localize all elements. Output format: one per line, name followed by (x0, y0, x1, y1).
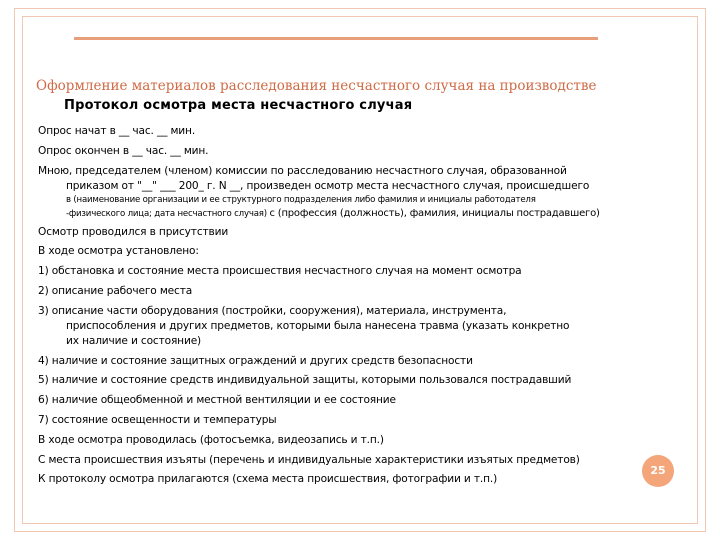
commission-note-2 (38, 207, 670, 221)
commission-note-2b: с (профессия (должность), фамилия, инициалы пострадавшего) (269, 207, 600, 219)
item-7: 7) состояние освещенности и температуры (38, 413, 277, 426)
commission-line-2: приказом от "__" ___ 200_ г. N __, произведен осмотр места несчастного случая, происшедшего (66, 179, 590, 192)
commission-note-2a: -физического лица; дата несчастного случая) (66, 208, 267, 219)
protocol-body (38, 124, 670, 492)
survey-end-line: Опрос окончен в __ час. __ мин. (38, 144, 209, 157)
seized-line: С места происшествия изъяты (перечень и индивидуальные характеристики изъятых предметов) (38, 453, 580, 466)
commission-note-1: в (наименование организации и ее структурного подразделения либо фамилия и инициалы работодателя (66, 194, 536, 205)
commission-line-1: Мною, председателем (членом) комиссии по расследованию несчастного случая, образованной (38, 164, 567, 177)
presence-line: Осмотр проводился в присутствии (38, 225, 229, 238)
item-6: 6) наличие общеобменной и местной вентиляции и ее состояние (38, 394, 396, 407)
item-3-line-3: их наличие и состояние) (66, 334, 202, 347)
protocol-title: Протокол осмотра места несчастного случая (64, 98, 413, 113)
item-3-line-1: 3) описание части оборудования (постройки, сооружения), материала, инструмента, (38, 304, 507, 317)
item-2: 2) описание рабочего места (38, 284, 193, 297)
slide-heading: Оформление материалов расследования несчастного случая на производстве (36, 78, 597, 94)
established-line: В ходе осмотра установлено: (38, 245, 199, 258)
top-divider (74, 37, 598, 40)
item-4: 4) наличие и состояние защитных ограждений и других средств безопасности (38, 354, 473, 367)
conducted-line: В ходе осмотра проводилась (фотосъемка, видеозапись и т.п.) (38, 433, 384, 446)
item-1: 1) обстановка и состояние места происшествия несчастного случая на момент осмотра (38, 265, 522, 278)
item-3-line-2: приспособления и других предметов, которыми была нанесена травма (указать конкретно (66, 319, 570, 332)
page-number-badge: 25 (642, 455, 674, 487)
survey-start-line: Опрос начат в __ час. __ мин. (38, 125, 196, 137)
item-5: 5) наличие и состояние средств индивидуальной защиты, которыми пользовался пострадавший (38, 374, 572, 387)
attached-line: К протоколу осмотра прилагаются (схема места происшествия, фотографии и т.п.) (38, 473, 498, 486)
